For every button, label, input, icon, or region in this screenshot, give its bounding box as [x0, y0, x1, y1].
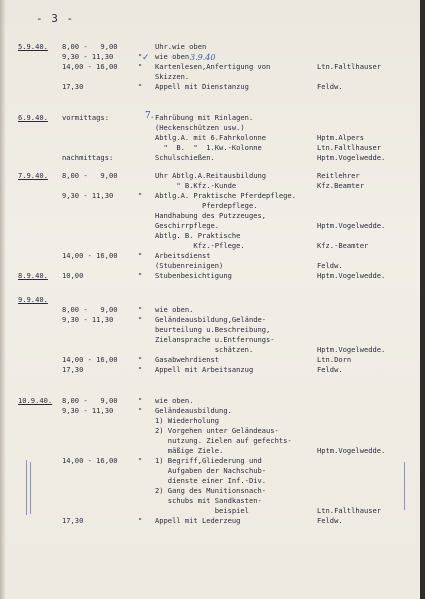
schedule-line — [0, 396, 420, 406]
activity-text: (Stubenreinigen) — [155, 261, 224, 270]
ditto-mark: " — [138, 355, 143, 364]
entry-date: 7.9.40. — [18, 171, 48, 180]
entry-date: 10.9.40. — [18, 396, 53, 405]
activity-text: Geschirrpflege. — [155, 221, 220, 230]
schedule-line — [0, 406, 420, 416]
activity-text: dienste einer Inf.-Div. — [155, 476, 267, 485]
responsible-person: Feldw. — [317, 82, 343, 91]
responsible-person: Feldw. — [317, 516, 343, 525]
time-slot: 17,30 — [62, 516, 84, 525]
schedule-line — [0, 211, 420, 221]
schedule-line — [0, 355, 420, 365]
responsible-person: Hptm.Vogelwedde. — [317, 345, 386, 354]
activity-text: Abtlg. B. Praktische — [155, 231, 241, 240]
activity-text: mäßige Ziele. — [155, 446, 224, 455]
handwritten-date-note: 3.9.40 — [190, 53, 216, 62]
ditto-mark: " — [138, 406, 143, 415]
ditto-mark: " — [138, 82, 143, 91]
time-slot: 8,00 - 9,00 — [62, 171, 118, 180]
activity-text: 1) Begriff,Gliederung und — [155, 456, 262, 465]
activity-text: 1) Wiederholung — [155, 416, 220, 425]
responsible-person: Ltn.Dorn — [317, 355, 352, 364]
ditto-mark: " — [138, 271, 143, 280]
time-slot: 8,00 - 9,00 — [62, 305, 118, 314]
activity-text: Abtlg.A. Praktische Pferdepflege. — [155, 191, 296, 200]
schedule-line — [0, 221, 420, 231]
schedule-line — [0, 231, 420, 241]
activity-text: beispiel — [155, 506, 249, 515]
responsible-person: Hptm.Vogelwedde. — [317, 153, 386, 162]
schedule-line — [0, 335, 420, 345]
schedule-line — [0, 271, 420, 281]
activity-text: (Heckenschützen usw.) — [155, 123, 245, 132]
ditto-mark: " — [138, 456, 143, 465]
schedule-line — [0, 436, 420, 446]
schedule-line — [0, 201, 420, 211]
schedule-line — [0, 133, 420, 143]
schedule-line — [0, 496, 420, 506]
schedule-line — [0, 113, 420, 123]
responsible-person: Hptm.Vogelwedde. — [317, 221, 386, 230]
time-slot: nachmittags: — [62, 153, 114, 162]
schedule-line — [0, 456, 420, 466]
activity-text: Uhr Abtlg.A.Reitausbildung — [155, 171, 267, 180]
responsible-person: Reitlehrer — [317, 171, 360, 180]
ditto-mark: " — [138, 191, 143, 200]
activity-text: Appell mit Arbeitsanzug — [155, 365, 254, 374]
activity-text: Skizzen. — [155, 72, 190, 81]
time-slot: vormittags: — [62, 113, 109, 122]
schedule-line — [0, 416, 420, 426]
schedule-line — [0, 123, 420, 133]
activity-text: Kfz.-Pflege. — [155, 241, 245, 250]
responsible-person: Hptm.Alpers — [317, 133, 364, 142]
activity-text: Fahrübung mit Rinlagen. — [155, 113, 254, 122]
schedule-line — [0, 191, 420, 201]
activity-text: wie oben — [155, 52, 190, 61]
handwritten-mark: ✓ — [142, 53, 150, 63]
schedule-line — [0, 181, 420, 191]
schedule-line — [0, 295, 420, 305]
time-slot: 14,00 - 16,00 — [62, 62, 118, 71]
activity-text: Gasabwehrdienst — [155, 355, 220, 364]
schedule-line — [0, 171, 420, 181]
time-slot: 17,30 — [62, 82, 84, 91]
schedule-line — [0, 446, 420, 456]
schedule-line — [0, 82, 420, 92]
activity-text: beurteilung u.Beschreibung, — [155, 325, 271, 334]
ditto-mark: " — [138, 365, 143, 374]
time-slot: 9,30 - 11,30 — [62, 52, 114, 61]
activity-text: 2) Vorgehen unter Geländeaus- — [155, 426, 279, 435]
ditto-mark: " — [138, 62, 143, 71]
schedule-line — [0, 426, 420, 436]
entry-date: 5.9.40. — [18, 42, 48, 51]
ditto-mark: " — [138, 52, 143, 61]
schedule-line — [0, 72, 420, 82]
ditto-mark: " — [138, 251, 143, 260]
activity-text: Geländeausbildung. — [155, 406, 232, 415]
schedule-line — [0, 486, 420, 496]
schedule-line — [0, 466, 420, 476]
schedule-line — [0, 315, 420, 325]
schedule-line — [0, 261, 420, 271]
schedule-line — [0, 305, 420, 315]
schedule-line — [0, 506, 420, 516]
schedule-line — [0, 62, 420, 72]
schedule-line — [0, 345, 420, 355]
responsible-person: Ltn.Faltlhauser — [317, 62, 382, 71]
schedule-line — [0, 325, 420, 335]
entry-date: 6.9.40. — [18, 113, 48, 122]
schedule-line — [0, 476, 420, 486]
activity-text: Uhr.wie oben — [155, 42, 207, 51]
activity-text: nutzung. Zielen auf gefechts- — [155, 436, 292, 445]
margin-pen-mark — [26, 460, 27, 515]
activity-text: Pferdepflege. — [155, 201, 258, 210]
activity-text: Geländeausbildung,Gelände- — [155, 315, 267, 324]
margin-pen-mark — [30, 462, 31, 514]
time-slot: 9,30 - 11,30 — [62, 315, 114, 324]
responsible-person: Kfz.Beamter — [317, 181, 364, 190]
page-number: - 3 - — [36, 12, 75, 25]
activity-text: " B.Kfz.-Kunde — [155, 181, 237, 190]
activity-text: Aufgaben der Nachschub- — [155, 466, 267, 475]
responsible-person: Feldw. — [317, 365, 343, 374]
responsible-person: Hptm.Vogelwedde. — [317, 446, 386, 455]
handwritten-number-note: 7. — [145, 111, 154, 121]
responsible-person: Feldw. — [317, 261, 343, 270]
ditto-mark: " — [138, 516, 143, 525]
activity-text: wie oben. — [155, 396, 194, 405]
responsible-person: Kfz.-Beamter — [317, 241, 369, 250]
activity-text: 2) Gang des Munitionsnach- — [155, 486, 267, 495]
activity-text: Zielansprache u.Entfernungs- — [155, 335, 275, 344]
schedule-line — [0, 153, 420, 163]
activity-text: wie oben. — [155, 305, 194, 314]
activity-text: Appell mit Lederzeug — [155, 516, 241, 525]
activity-text: Schulschießen. — [155, 153, 215, 162]
activity-text: Appell mit Dienstanzug — [155, 82, 249, 91]
time-slot: 14,00 - 16,00 — [62, 355, 118, 364]
activity-text: Stubenbesichtigung — [155, 271, 232, 280]
time-slot: 9,30 - 11,30 — [62, 406, 114, 415]
activity-text: Handhabung des Putzzeuges, — [155, 211, 267, 220]
margin-pen-mark — [404, 462, 405, 510]
activity-text: Kartenlesen,Anfertigung von — [155, 62, 271, 71]
schedule-line — [0, 241, 420, 251]
schedule-line — [0, 516, 420, 526]
responsible-person: Ltn.Faltlhauser — [317, 143, 382, 152]
time-slot: 9,30 - 11,30 — [62, 191, 114, 200]
entry-date: 8.9.40. — [18, 271, 48, 280]
schedule-line — [0, 251, 420, 261]
time-slot: 10,00 — [62, 271, 84, 280]
time-slot: 17,30 — [62, 365, 84, 374]
ditto-mark: " — [138, 305, 143, 314]
activity-text: " B. " 1.Kw.-Kolonne — [155, 143, 262, 152]
time-slot: 14,00 - 16,00 — [62, 251, 118, 260]
activity-text: schubs mit Sandkasten- — [155, 496, 262, 505]
schedule-line — [0, 143, 420, 153]
activity-text: schätzen. — [155, 345, 254, 354]
schedule-line — [0, 42, 420, 52]
activity-text: Arbeitsdienst — [155, 251, 211, 260]
responsible-person: Hptm.Vogelwedde. — [317, 271, 386, 280]
schedule-line — [0, 365, 420, 375]
responsible-person: Ltn.Faltlhauser — [317, 506, 382, 515]
activity-text: Abtlg.A. mit 6.Fahrkolonne — [155, 133, 267, 142]
time-slot: 14,00 - 16,00 — [62, 456, 118, 465]
time-slot: 8,00 - 9,00 — [62, 42, 118, 51]
ditto-mark: " — [138, 315, 143, 324]
time-slot: 8,00 - 9,00 — [62, 396, 118, 405]
entry-date: 9.9.40. — [18, 295, 48, 304]
ditto-mark: " — [138, 396, 143, 405]
